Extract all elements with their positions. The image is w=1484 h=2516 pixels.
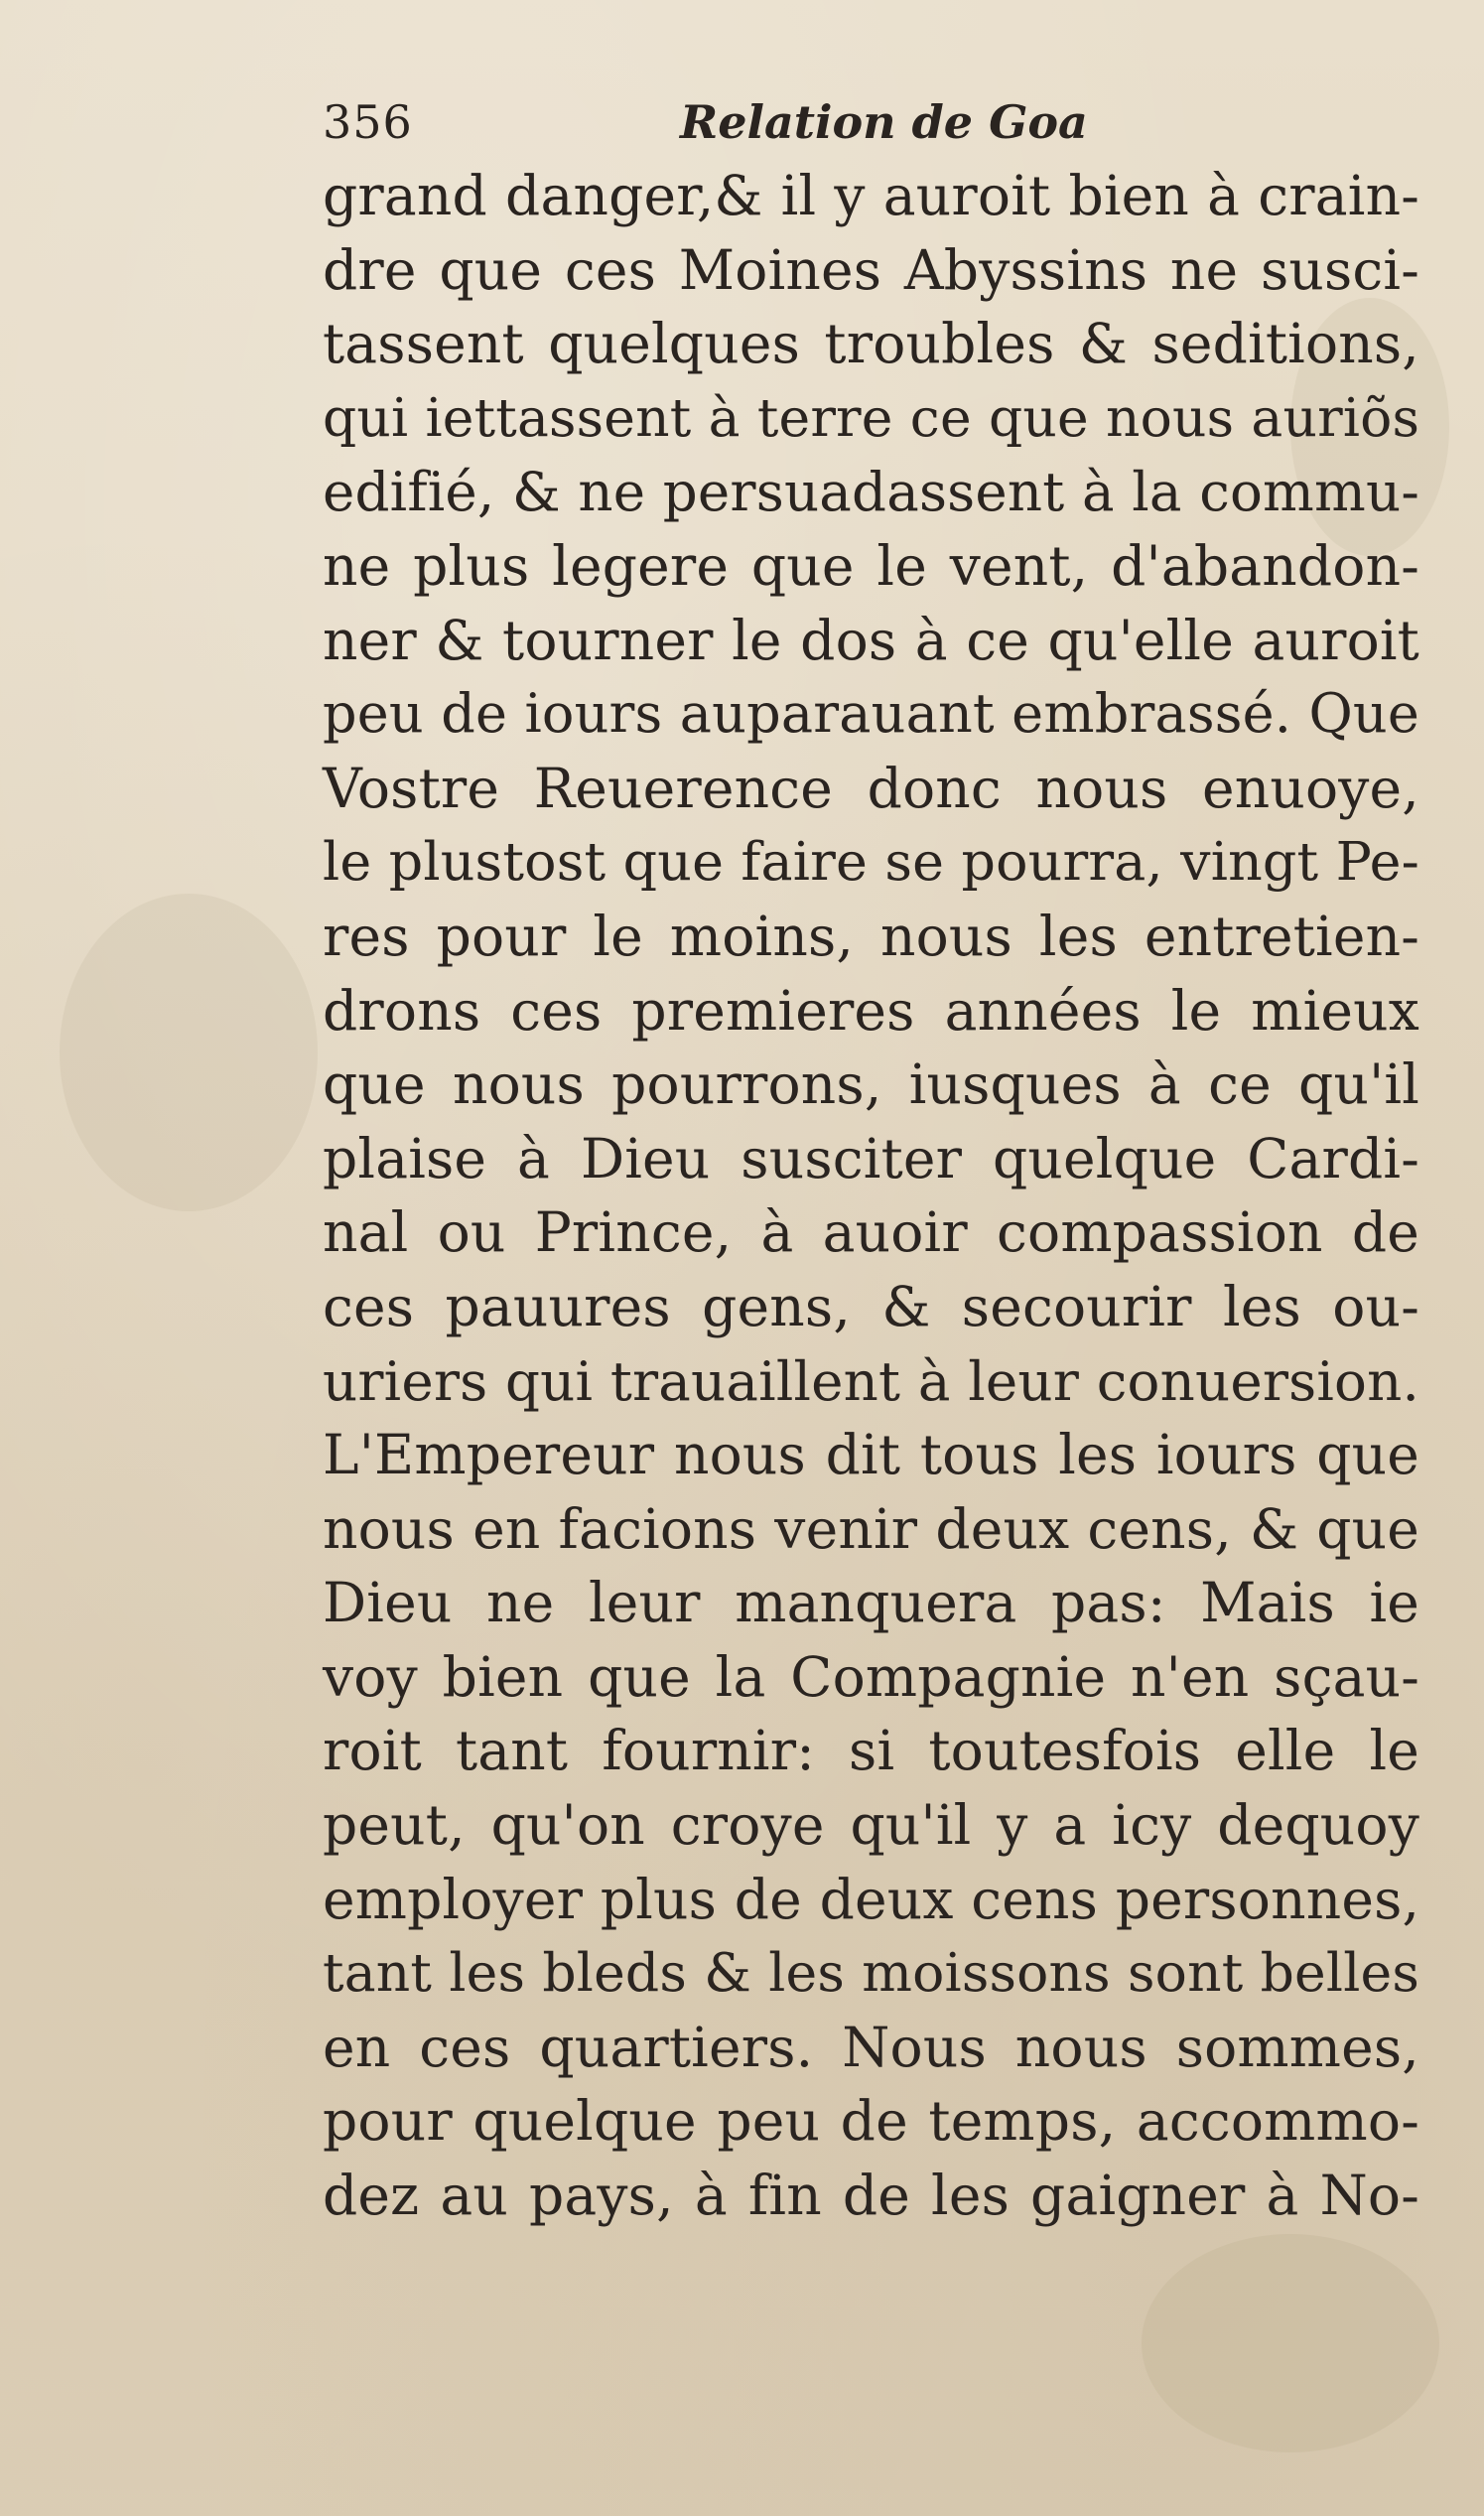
text-line: tant les bleds & les moissons sont belles <box>323 1941 1420 2005</box>
text-line: Dieu ne leur manquera pas: Mais ie <box>323 1571 1419 1635</box>
text-line: dez au pays, à fin de les gaigner à No- <box>323 2164 1419 2228</box>
text-line: pour quelque peu de temps, accommo- <box>323 2089 1419 2154</box>
text-line: grand danger,& il y auroit bien à crain- <box>323 164 1419 227</box>
text-line: dre que ces Moines Abyssins ne susci- <box>323 237 1419 302</box>
paper-stain <box>1142 2234 1439 2452</box>
text-line: peu de iours auparauant embrassé. Que <box>323 682 1419 746</box>
text-line: uriers qui trauaillent à leur conuersion. <box>323 1348 1419 1413</box>
text-line: ner & tourner le dos à ce qu'elle auroit <box>323 608 1419 672</box>
text-line: que nous pourrons, iusques à ce qu'il <box>323 1052 1419 1117</box>
text-line: plaise à Dieu susciter quelque Cardi- <box>323 1126 1419 1190</box>
page-header <box>323 87 1107 157</box>
text-line: employer plus de deux cens personnes, <box>323 1867 1420 1931</box>
running-head: Relation de Goa <box>680 95 1088 149</box>
paper-stain <box>60 894 318 1211</box>
text-line: drons ces premieres années le mieux <box>323 978 1419 1043</box>
text-line: qui iettassent à terre ce que nous auriõs <box>323 385 1420 449</box>
body-text <box>323 159 1419 2233</box>
text-line: ne plus legere que le vent, d'abandon- <box>323 533 1419 598</box>
text-line: L'Empereur nous dit tous les iours que <box>323 1423 1419 1487</box>
text-line: peut, qu'on croye qu'il y a icy dequoy <box>323 1793 1419 1858</box>
text-line: le plustost que faire se pourra, vingt Pe- <box>323 830 1419 894</box>
text-line: roit tant fournir: si toutesfois elle le <box>323 1719 1419 1783</box>
text-line: Vostre Reuerence donc nous enuoye, <box>323 756 1419 820</box>
text-line: nal ou Prince, à auoir compassion de <box>323 1200 1419 1265</box>
text-line: ces pauures gens, & secourir les ou- <box>323 1274 1419 1338</box>
text-line: nous en facions venir deux cens, & que <box>323 1496 1419 1561</box>
text-line: en ces quartiers. Nous nous sommes, <box>323 2015 1419 2079</box>
text-line: res pour le moins, nous les entretien- <box>323 904 1419 968</box>
text-line: voy bien que la Compagnie n'en sçau- <box>323 1644 1419 1709</box>
text-line: tassent quelques troubles & seditions, <box>323 312 1419 376</box>
text-line: edifié, & ne persuadassent à la commu- <box>323 460 1419 524</box>
page-number: 356 <box>323 95 413 149</box>
